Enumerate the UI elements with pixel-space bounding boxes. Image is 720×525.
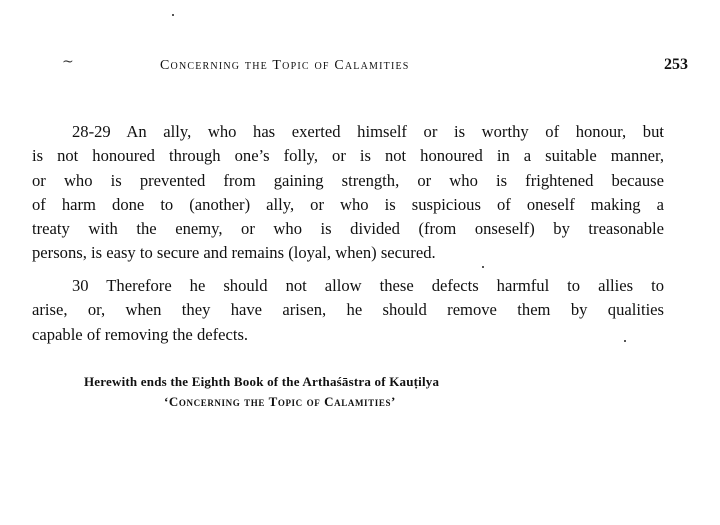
text-line: persons, is easy to secure and remains (loyal, when) secured. xyxy=(32,243,436,263)
text-line: or who is prevented from gaining strength, or who is frightened because xyxy=(32,170,664,190)
print-speck xyxy=(482,266,484,268)
colophon-line: Herewith ends the Eighth Book of the Arthaśāstra of Kauṭilya xyxy=(84,374,440,389)
text-line: is not honoured through one’s folly, or is not honoured in a suitable manner, xyxy=(32,146,664,166)
header-mark: ~ xyxy=(62,54,74,70)
text-line: treaty with the enemy, or who is divided (from onseself) by treasonable xyxy=(32,219,664,239)
paragraph-30 xyxy=(32,274,664,347)
page-number: 253 xyxy=(664,56,688,73)
colophon-title: ‘Concerning the Topic of Calamities’ xyxy=(164,394,396,409)
running-head: Concerning the Topic of Calamities xyxy=(160,58,410,73)
text-line: 30 Therefore he should not allow these defects harmful to allies to xyxy=(72,276,664,295)
text-line: of harm done to (another) ally, or who is suspicious of oneself making a xyxy=(32,194,664,214)
text-line: arise, or, when they have arisen, he should remove them by qualities xyxy=(32,300,664,320)
text-line: 28-29 An ally, who has exerted himself or is worthy of honour, but xyxy=(72,122,664,141)
text-line: capable of removing the defects. xyxy=(32,324,249,344)
print-speck xyxy=(172,14,174,16)
colophon xyxy=(80,372,600,412)
paragraph-28-29 xyxy=(32,120,664,266)
page-header xyxy=(0,56,720,76)
